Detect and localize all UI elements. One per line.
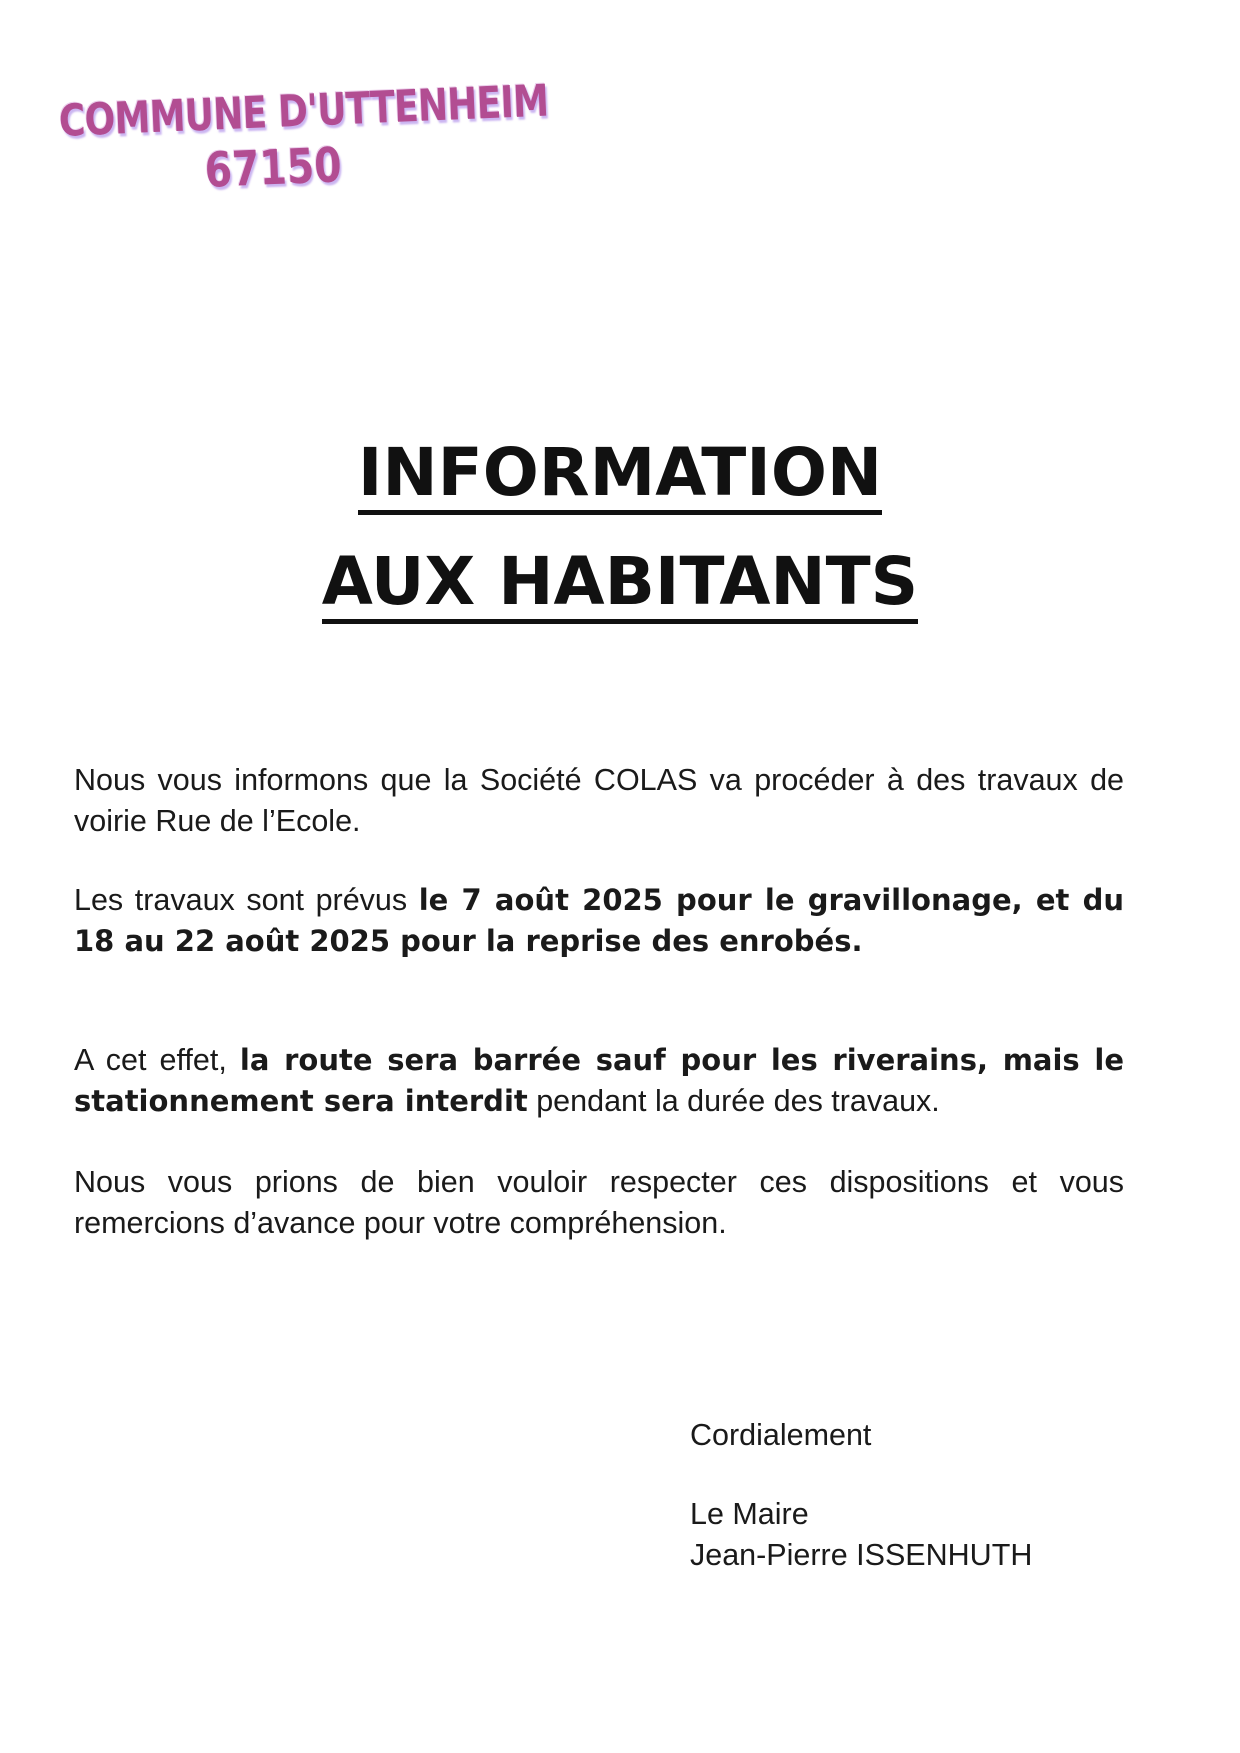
title-line-1: INFORMATION — [358, 440, 882, 515]
stamp-commune-name: COMMUNE D'UTTENHEIM — [58, 75, 550, 147]
notice-body — [74, 760, 1124, 1244]
paragraph-closing: Nous vous prions de bien vouloir respecter ces dispositions et vous remercions d’avance pour votre compréhension. — [74, 1165, 1124, 1240]
schedule-intro: Les travaux sont prévus — [74, 883, 419, 917]
paragraph-intro: Nous vous informons que la Société COLAS va procéder à des travaux de voirie Rue de l’Ecole. — [74, 763, 1124, 838]
stamp-postal-code: 67150 — [203, 137, 343, 199]
schedule-dates: le 7 août 2025 pour le gravillonage, et du 18 au 22 août 2025 pour la reprise des enrobés. — [74, 883, 1124, 958]
page-title — [0, 434, 1240, 624]
restrictions-intro: A cet effet, — [74, 1043, 240, 1077]
paragraph-schedule — [74, 880, 1124, 962]
commune-stamp — [58, 75, 550, 205]
signature-closing: Cordialement — [690, 1418, 872, 1452]
title-line-2: AUX HABITANTS — [322, 549, 918, 624]
signature-block — [690, 1415, 1032, 1576]
restrictions-end: pendant la durée des travaux. — [527, 1084, 940, 1118]
signature-name: Jean-Pierre ISSENHUTH — [690, 1538, 1033, 1572]
restrictions-detail: la route sera barrée sauf pour les riverains, mais le stationnement sera interdit — [74, 1043, 1124, 1118]
paragraph-restrictions — [74, 1040, 1124, 1122]
signature-role: Le Maire — [690, 1497, 809, 1531]
